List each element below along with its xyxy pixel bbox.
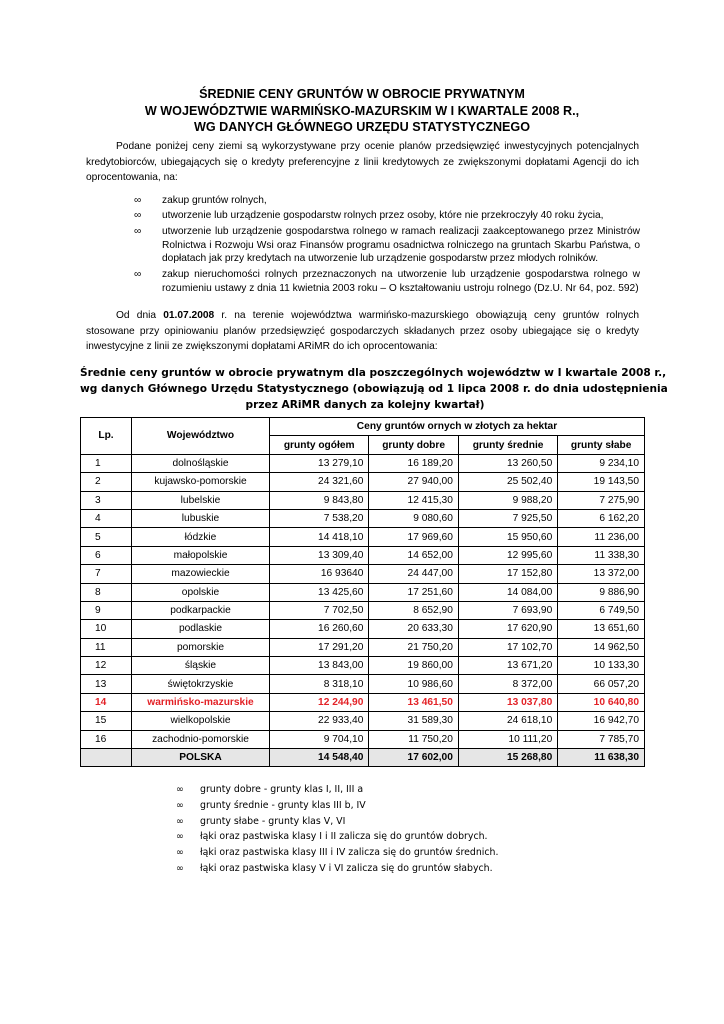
cell-medium: 17 102,70 [458,638,557,656]
table-row [81,693,645,711]
cell-total: 8 318,10 [270,675,369,693]
cell-good: 9 080,60 [369,509,459,527]
table-row [81,601,645,619]
cell-medium: 13 037,80 [458,693,557,711]
cell-voivodeship: warmińsko-mazurskie [132,693,270,711]
cell-total: 7 538,20 [270,509,369,527]
title-line-3: WG DANYCH GŁÓWNEGO URZĘDU STATYSTYCZNEGO [193,120,531,134]
cell-voivodeship: lubelskie [132,491,270,509]
cell-lp: 8 [81,583,132,601]
cell-lp: 10 [81,620,132,638]
validity-paragraph [86,308,639,355]
table-row [81,454,645,472]
cell-good: 21 750,20 [369,638,459,656]
intro-paragraph [86,139,639,186]
header-total: grunty ogółem [270,436,369,454]
table-total-row [81,749,645,767]
cell-total-medium: 15 268,80 [458,749,557,767]
note-item [176,861,576,877]
table-row [81,528,645,546]
cell-total-label: POLSKA [132,749,270,767]
note-text: łąki oraz pastwiska klasy I i II zalicza się do gruntów dobrych. [200,831,488,843]
cell-lp: 9 [81,601,132,619]
table-row [81,473,645,491]
cell-lp: 12 [81,657,132,675]
cell-weak: 6 749,50 [558,601,645,619]
validity-text-before: Od dnia [116,310,164,321]
cell-medium: 15 950,60 [458,528,557,546]
cell-good: 31 589,30 [369,712,459,730]
cell-voivodeship: lubuskie [132,509,270,527]
table-row [81,620,645,638]
table-row [81,509,645,527]
cell-weak: 11 338,30 [558,546,645,564]
note-text: łąki oraz pastwiska klasy III i IV zalicza się do gruntów średnich. [200,847,499,859]
cell-total: 12 244,90 [270,693,369,711]
header-weak: grunty słabe [558,436,645,454]
header-lp: Lp. [81,418,132,455]
cell-lp: 4 [81,509,132,527]
intro-text: Podane poniżej ceny ziemi są wykorzystywane przy ocenie planów przedsięwzięć inwestycyjnych potencjalnych kredytobiorców, ubiegających się o kredyty preferencyjne z linii kredytowych ze zwiększonymi dopłatami Agencji do ich oprocentowania, na: [86,141,639,184]
cell-weak: 13 651,60 [558,620,645,638]
cell-weak: 16 942,70 [558,712,645,730]
validity-date: 01.07.2008 [163,310,215,321]
cell-good: 19 860,00 [369,657,459,675]
infinity-bullet-icon: ∞ [134,225,142,237]
cell-total: 17 291,20 [270,638,369,656]
note-text: grunty średnie - grunty klas III b, IV [200,799,366,811]
purpose-list [134,194,640,297]
cell-medium: 17 620,90 [458,620,557,638]
cell-voivodeship: dolnośląskie [132,454,270,472]
cell-voivodeship: śląskie [132,657,270,675]
cell-good: 17 969,60 [369,528,459,546]
cell-medium: 13 671,20 [458,657,557,675]
table-title-line-1: Średnie ceny gruntów w obrocie prywatnym dla poszczególnych województw w I kwartale 2008 r., [80,367,667,379]
cell-weak: 11 236,00 [558,528,645,546]
table-row [81,730,645,748]
note-text: grunty dobre - grunty klas I, II, III a [200,784,364,795]
list-item-text: utworzenie lub urządzenie gospodarstwa rolnego w ramach realizacji zaakceptowanego przez Ministrów Rolnictwa i Rozwoju Wsi oraz Finansów programu osadnictwa rolniczego na gruntach Skarbu Państwa, o dopłatach jak przy kredytach na utworzenie lub urządzenie gospodarstw przez młodych rolników. [162,225,640,265]
cell-good: 14 652,00 [369,546,459,564]
list-item-text: utworzenie lub urządzenie gospodarstw rolnych przez osoby, które nie przekroczyły 40 roku życia, [162,210,604,222]
cell-good: 10 986,60 [369,675,459,693]
cell-medium: 25 502,40 [458,473,557,491]
cell-total: 13 843,00 [270,657,369,675]
cell-total: 13 279,10 [270,454,369,472]
header-good: grunty dobre [369,436,459,454]
cell-lp: 13 [81,675,132,693]
cell-total: 16 93640 [270,565,369,583]
cell-weak: 6 162,20 [558,509,645,527]
cell-lp: 1 [81,454,132,472]
infinity-bullet-icon: ∞ [176,799,184,811]
cell-total: 9 843,80 [270,491,369,509]
cell-voivodeship: opolskie [132,583,270,601]
cell-total: 9 704,10 [270,730,369,748]
cell-good: 24 447,00 [369,565,459,583]
cell-lp: 2 [81,473,132,491]
cell-good: 17 251,60 [369,583,459,601]
cell-good: 13 461,50 [369,693,459,711]
table-title-line-2: wg danych Głównego Urzędu Statystycznego (obowiązują od 1 lipca 2008 r. do dnia udostępnienia [80,382,668,395]
document-title [60,86,664,136]
cell-total: 7 702,50 [270,601,369,619]
cell-medium: 10 111,20 [458,730,557,748]
note-item [176,782,576,798]
note-item [176,845,576,861]
cell-good: 27 940,00 [369,473,459,491]
title-line-2: W WOJEWÓDZTWIE WARMIŃSKO-MAZURSKIM W I KWARTALE 2008 R., [144,103,580,118]
title-line-1: ŚREDNIE CENY GRUNTÓW W OBROCIE PRYWATNYM [199,87,525,101]
note-text: łąki oraz pastwiska klasy V i VI zalicza się do gruntów słabych. [200,862,493,874]
cell-weak: 7 275,90 [558,491,645,509]
infinity-bullet-icon: ∞ [134,210,142,222]
table-row [81,638,645,656]
note-item [176,798,576,814]
list-item-text: zakup nieruchomości rolnych przeznaczonych na utworzenie lub urządzenie gospodarstwa rolnego w rozumieniu ustawy z dnia 11 kwietnia 2003 roku – O kształtowaniu ustroju rolnego (Dz.U. Nr 64, poz. 592) [162,268,640,294]
cell-voivodeship: małopolskie [132,546,270,564]
cell-medium: 8 372,00 [458,675,557,693]
cell-lp: 14 [81,693,132,711]
table-row [81,491,645,509]
cell-good: 11 750,20 [369,730,459,748]
infinity-bullet-icon: ∞ [176,847,184,859]
cell-total: 13 425,60 [270,583,369,601]
cell-medium: 7 925,50 [458,509,557,527]
table-row [81,583,645,601]
infinity-bullet-icon: ∞ [134,195,142,206]
list-item [134,225,640,266]
cell-total: 22 933,40 [270,712,369,730]
list-item [134,209,640,223]
table-row [81,712,645,730]
cell-lp: 7 [81,565,132,583]
cell-voivodeship: podkarpackie [132,601,270,619]
cell-weak: 10 640,80 [558,693,645,711]
cell-weak: 19 143,50 [558,473,645,491]
validity-text-after: r. na terenie województwa warmińsko-mazurskiego obowiązują ceny gruntów rolnych stosowane przy opiniowaniu planów przedsięwzięć gospodarczych składanych przez osoby ubiegające się o kredyty inwestycyjne z linii ze zwiększonymi dopłatami ARiMR do ich oprocentowania: [86,310,639,353]
cell-good: 16 189,20 [369,454,459,472]
cell-total-total: 14 548,40 [270,749,369,767]
header-voivodeship: Województwo [132,418,270,455]
table-title [80,366,668,413]
infinity-bullet-icon: ∞ [176,862,184,874]
cell-lp: 11 [81,638,132,656]
infinity-bullet-icon: ∞ [176,815,184,827]
legend-notes [176,782,576,877]
infinity-bullet-icon: ∞ [176,831,184,843]
cell-weak: 9 886,90 [558,583,645,601]
cell-medium: 14 084,00 [458,583,557,601]
table-row [81,657,645,675]
cell-voivodeship: podlaskie [132,620,270,638]
cell-weak: 7 785,70 [558,730,645,748]
cell-medium: 9 988,20 [458,491,557,509]
cell-lp: 15 [81,712,132,730]
cell-voivodeship: mazowieckie [132,565,270,583]
note-item [176,829,576,845]
header-price-group: Ceny gruntów ornych w złotych za hektar [270,418,645,436]
cell-good: 20 633,30 [369,620,459,638]
list-item [134,268,640,296]
cell-medium: 17 152,80 [458,565,557,583]
table-header-row [81,418,645,436]
cell-total-weak: 11 638,30 [558,749,645,767]
table-row [81,675,645,693]
table-row [81,565,645,583]
cell-weak: 14 962,50 [558,638,645,656]
cell-lp: 3 [81,491,132,509]
infinity-bullet-icon: ∞ [134,268,142,280]
table-body [81,454,645,767]
cell-weak: 13 372,00 [558,565,645,583]
infinity-bullet-icon: ∞ [176,784,184,795]
cell-good: 12 415,30 [369,491,459,509]
cell-total: 13 309,40 [270,546,369,564]
cell-weak: 9 234,10 [558,454,645,472]
cell-voivodeship: świętokrzyskie [132,675,270,693]
cell-total: 24 321,60 [270,473,369,491]
table-row [81,546,645,564]
cell-lp: 6 [81,546,132,564]
cell-medium: 12 995,60 [458,546,557,564]
header-medium: grunty średnie [458,436,557,454]
cell-voivodeship: pomorskie [132,638,270,656]
list-item [134,194,640,208]
cell-lp: 5 [81,528,132,546]
cell-voivodeship: zachodnio-pomorskie [132,730,270,748]
cell-voivodeship: kujawsko-pomorskie [132,473,270,491]
cell-total-good: 17 602,00 [369,749,459,767]
table-title-line-3: przez ARiMR danych za kolejny kwartał) [245,398,485,411]
cell-lp-empty [81,749,132,767]
note-text: grunty słabe - grunty klas V, VI [200,815,346,827]
note-item [176,814,576,830]
cell-voivodeship: wielkopolskie [132,712,270,730]
cell-lp: 16 [81,730,132,748]
cell-weak: 10 133,30 [558,657,645,675]
cell-voivodeship: łódzkie [132,528,270,546]
list-item-text: zakup gruntów rolnych, [162,195,267,206]
cell-total: 16 260,60 [270,620,369,638]
prices-table [80,417,645,767]
cell-total: 14 418,10 [270,528,369,546]
cell-medium: 13 260,50 [458,454,557,472]
cell-medium: 24 618,10 [458,712,557,730]
cell-weak: 66 057,20 [558,675,645,693]
cell-good: 8 652,90 [369,601,459,619]
cell-medium: 7 693,90 [458,601,557,619]
